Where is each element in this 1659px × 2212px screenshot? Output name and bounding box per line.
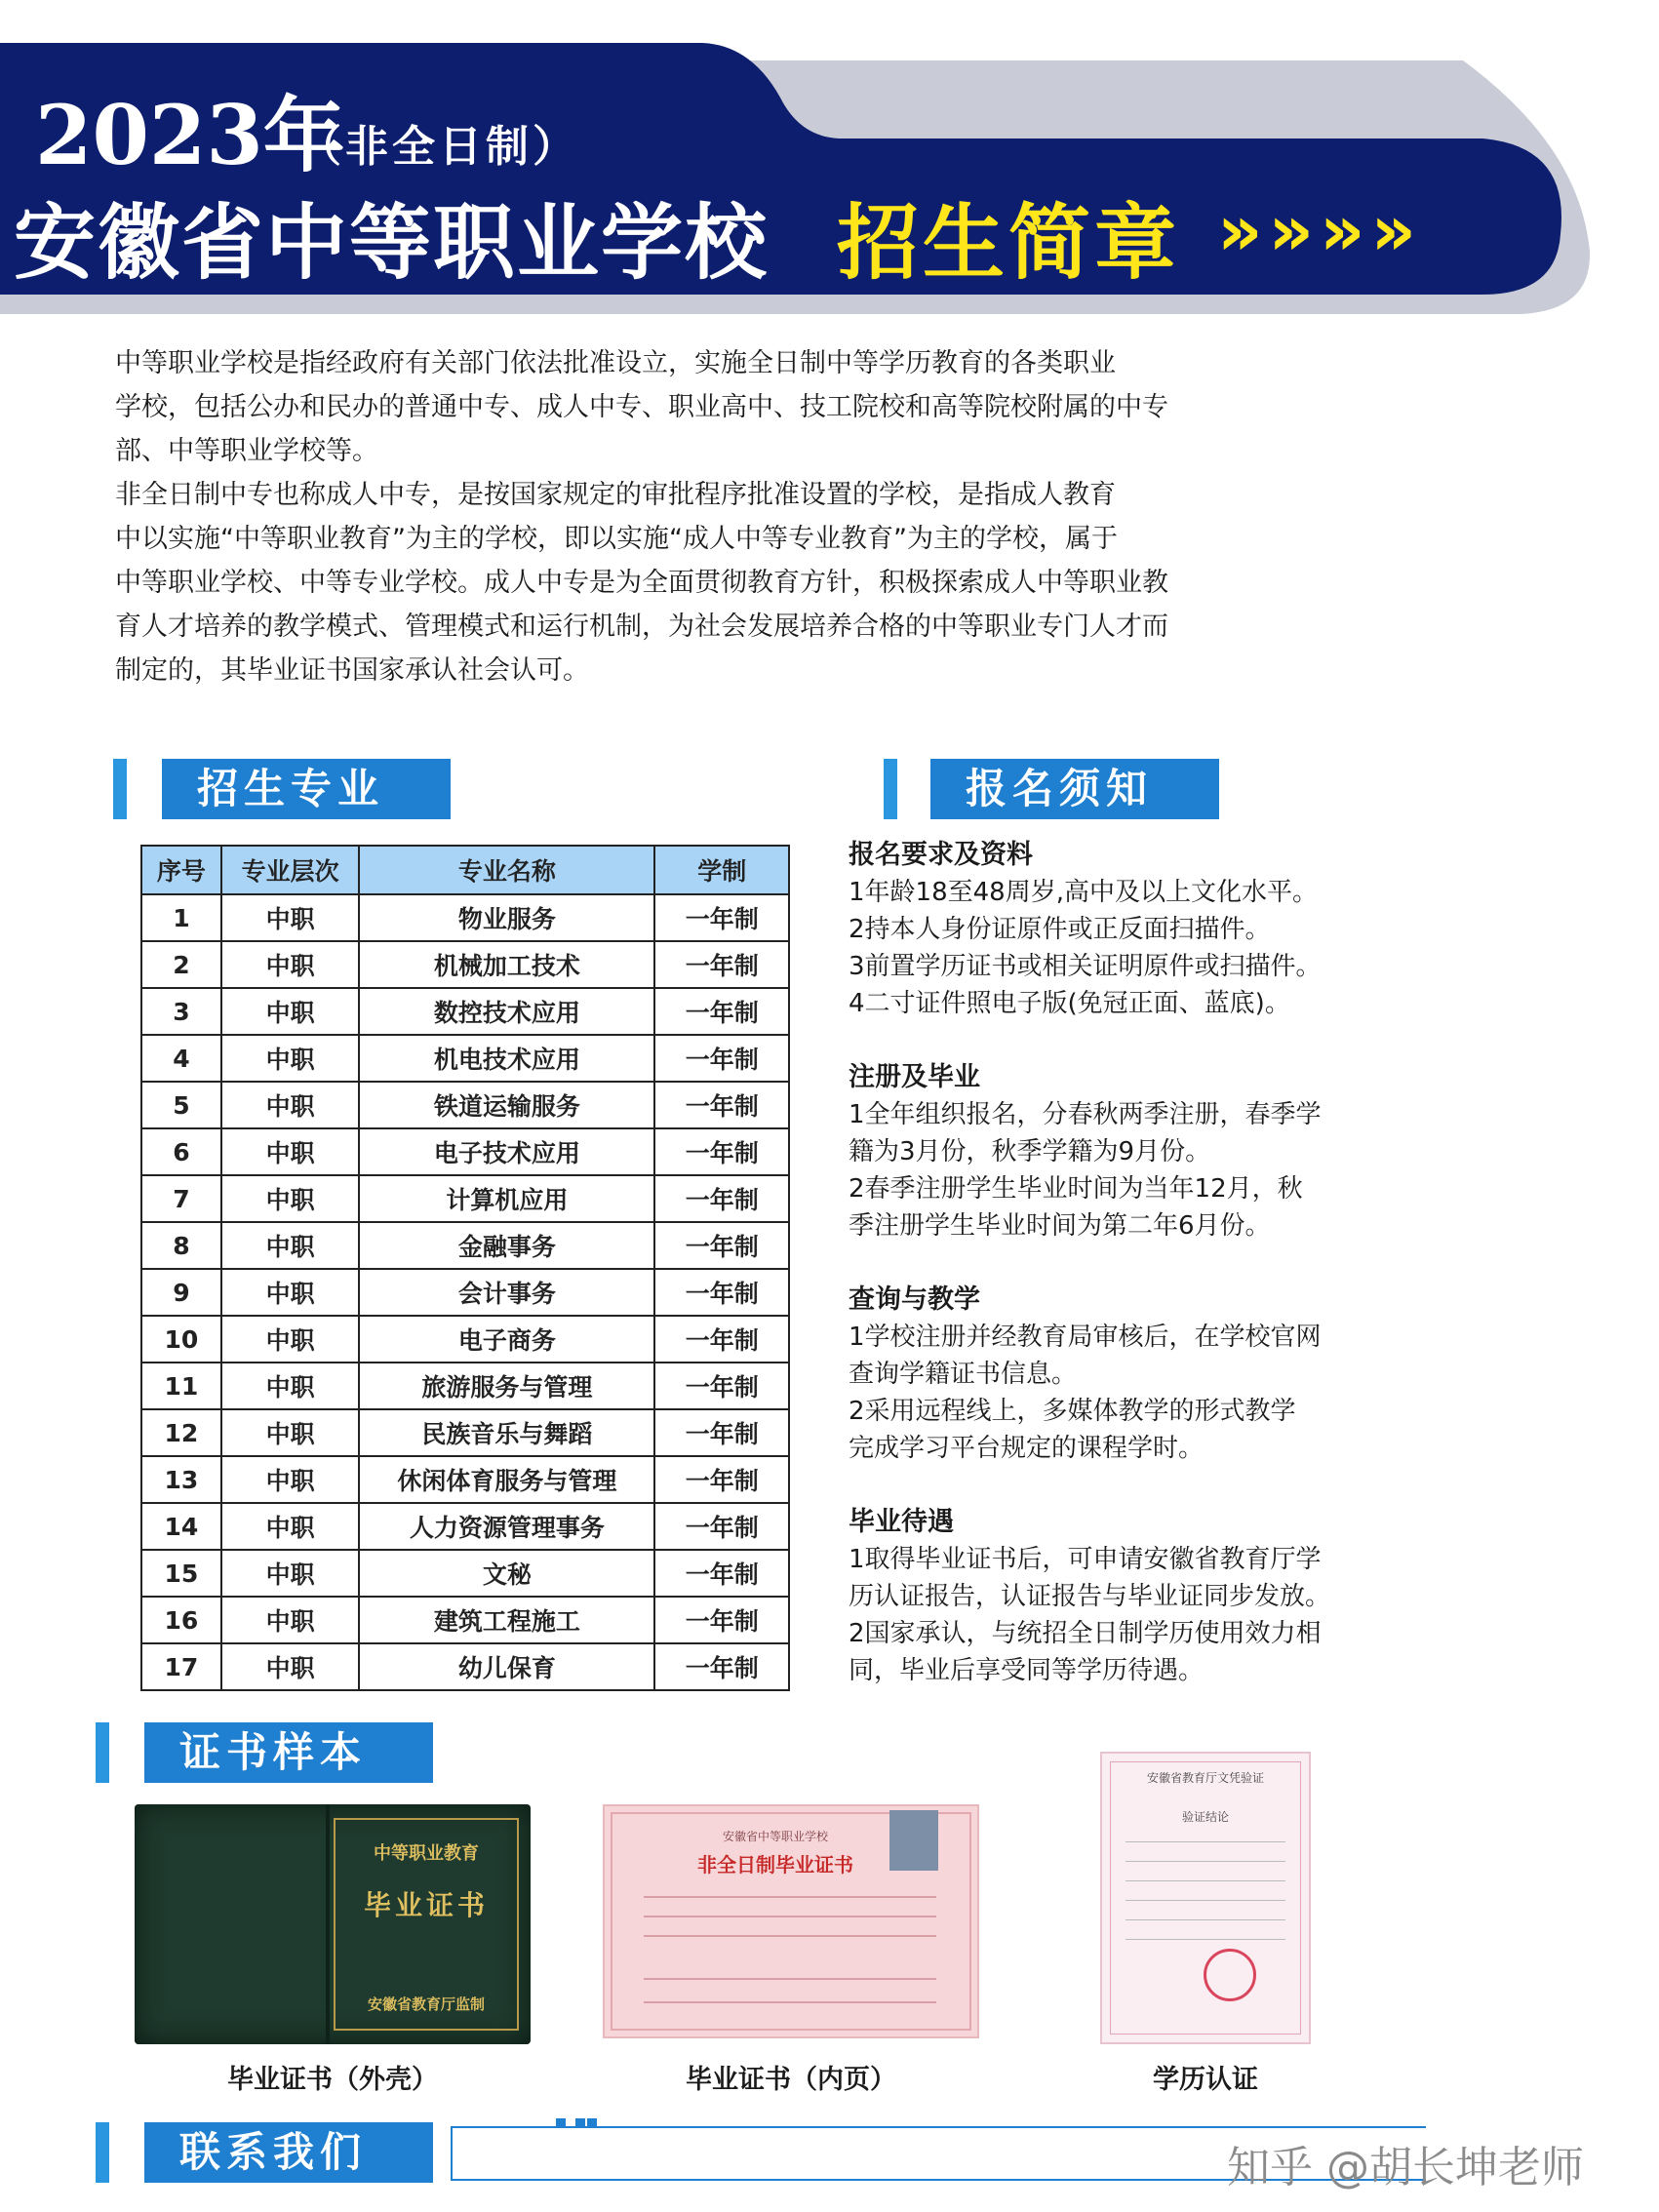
- cell-duration: 一年制: [654, 1456, 789, 1503]
- table-row: [141, 941, 789, 988]
- cell-level: 中职: [221, 1222, 360, 1269]
- cell-level: 中职: [221, 1316, 360, 1363]
- notice-line: 1学校注册并经教育局审核后，在学校官网: [849, 1323, 1322, 1352]
- notice-line: 2春季注册学生毕业时间为当年12月，秋: [849, 1174, 1303, 1204]
- cert-inner-image: [603, 1804, 979, 2038]
- notice-line: 籍为3月份，秋季学籍为9月份。: [849, 1137, 1211, 1166]
- section-marker: [96, 1722, 109, 1783]
- cell-level: 中职: [221, 894, 360, 941]
- cert-cover-caption: 毕业证书（外壳）: [227, 2065, 438, 2095]
- table-header-row: [141, 846, 789, 894]
- table-row: [141, 1175, 789, 1222]
- cell-index: 16: [141, 1597, 221, 1643]
- section-marker: [96, 2122, 109, 2183]
- cell-index: 11: [141, 1363, 221, 1409]
- cell-major: 机械加工技术: [359, 941, 654, 988]
- cell-major: 计算机应用: [359, 1175, 654, 1222]
- col-header-duration: 学制: [654, 846, 789, 894]
- notice-line: 查询学籍证书信息。: [849, 1360, 1078, 1389]
- intro-line: 中等职业学校、中等专业学校。成人中专是为全面贯彻教育方针，积极探索成人中等职业教: [115, 568, 1168, 598]
- notice-group-title: 毕业待遇: [849, 1507, 954, 1537]
- notice-group-title: 报名要求及资料: [849, 840, 1033, 870]
- cert-verify-header: 安徽省教育厅文凭验证: [1146, 1771, 1264, 1785]
- cert-cover-spine: [326, 1804, 330, 2044]
- table-row: [141, 1597, 789, 1643]
- cell-duration: 一年制: [654, 1082, 789, 1128]
- notice-group: [849, 1059, 1414, 1244]
- notice-content: [849, 837, 1414, 1726]
- stamp-icon: [1204, 1949, 1256, 2001]
- cell-major: 休闲体育服务与管理: [359, 1456, 654, 1503]
- header-title: 安徽省中等职业学校: [14, 195, 770, 291]
- cell-level: 中职: [221, 1597, 360, 1643]
- cell-index: 17: [141, 1643, 221, 1690]
- intro-line: 部、中等职业学校等。: [115, 436, 378, 466]
- cell-level: 中职: [221, 941, 360, 988]
- cell-major: 物业服务: [359, 894, 654, 941]
- notice-line: 1年龄18至48周岁,高中及以上文化水平。: [849, 878, 1318, 907]
- cert-cover-bottom-text: 安徽省教育厅监制: [367, 1995, 485, 2013]
- cert-verify-line: [1126, 1880, 1285, 1881]
- section-marker: [113, 759, 127, 819]
- cell-major: 民族音乐与舞蹈: [359, 1409, 654, 1456]
- section-title-notice: 报名须知: [930, 759, 1219, 819]
- cell-index: 3: [141, 988, 221, 1035]
- cell-level: 中职: [221, 1363, 360, 1409]
- majors-table-body: [141, 894, 789, 1690]
- cert-verify-line: [1126, 1939, 1285, 1940]
- table-row: [141, 1409, 789, 1456]
- cell-duration: 一年制: [654, 1035, 789, 1082]
- cell-duration: 一年制: [654, 1316, 789, 1363]
- majors-table: [140, 845, 790, 1691]
- cell-index: 13: [141, 1456, 221, 1503]
- col-header-major: 专业名称: [359, 846, 654, 894]
- intro-line: 中以实施“中等职业教育”为主的学校，即以实施“成人中等专业教育”为主的学校，属于: [115, 524, 1118, 554]
- notice-line: 2采用远程线上，多媒体教学的形式教学: [849, 1397, 1296, 1426]
- cell-level: 中职: [221, 988, 360, 1035]
- cell-index: 15: [141, 1550, 221, 1597]
- notice-line: 2国家承认，与统招全日制学历使用效力相: [849, 1619, 1322, 1648]
- notice-group: [849, 837, 1414, 1022]
- cell-index: 14: [141, 1503, 221, 1550]
- table-row: [141, 894, 789, 941]
- cell-level: 中职: [221, 1128, 360, 1175]
- cell-duration: 一年制: [654, 1363, 789, 1409]
- cell-duration: 一年制: [654, 1503, 789, 1550]
- cell-index: 1: [141, 894, 221, 941]
- cert-verify-caption: 学历认证: [1153, 2065, 1258, 2095]
- cell-major: 电子技术应用: [359, 1128, 654, 1175]
- cell-duration: 一年制: [654, 1409, 789, 1456]
- table-row: [141, 1550, 789, 1597]
- header-arrows: »»»»: [1217, 189, 1423, 271]
- cell-major: 会计事务: [359, 1269, 654, 1316]
- cert-inner-line: [644, 1978, 936, 1980]
- intro-line: 制定的，其毕业证书国家承认社会认可。: [115, 655, 589, 686]
- cert-inner-caption: 毕业证书（内页）: [686, 2065, 896, 2095]
- intro-line: 非全日制中专也称成人中专，是按国家规定的审批程序批准设置的学校，是指成人教育: [115, 480, 1116, 510]
- cert-verify-frame: [1110, 1761, 1301, 2034]
- cell-duration: 一年制: [654, 1128, 789, 1175]
- intro-line: 育人才培养的教学模式、管理模式和运行机制，为社会发展培养合格的中等职业专门人才而: [115, 612, 1168, 642]
- cert-verify-title: 验证结论: [1181, 1810, 1229, 1824]
- col-header-level: 专业层次: [221, 846, 360, 894]
- table-row: [141, 988, 789, 1035]
- notice-line: 完成学习平台规定的课程学时。: [849, 1434, 1205, 1463]
- cell-major: 建筑工程施工: [359, 1597, 654, 1643]
- table-row: [141, 1363, 789, 1409]
- notice-line: 4二寸证件照电子版(免冠正面、蓝底)。: [849, 989, 1290, 1018]
- cell-index: 5: [141, 1082, 221, 1128]
- cell-duration: 一年制: [654, 1597, 789, 1643]
- intro-line: 中等职业学校是指经政府有关部门依法批准设立，实施全日制中等学历教育的各类职业: [115, 348, 1116, 378]
- notice-line: 3前置学历证书或相关证明原件或扫描件。: [849, 952, 1322, 981]
- cell-major: 旅游服务与管理: [359, 1363, 654, 1409]
- table-row: [141, 1316, 789, 1363]
- notice-group-title: 注册及毕业: [849, 1062, 980, 1092]
- cell-major: 文秘: [359, 1550, 654, 1597]
- cell-duration: 一年制: [654, 941, 789, 988]
- cell-index: 12: [141, 1409, 221, 1456]
- cell-level: 中职: [221, 1035, 360, 1082]
- cert-cover-top-text: 中等职业教育: [374, 1843, 479, 1864]
- cell-major: 幼儿保育: [359, 1643, 654, 1690]
- cert-verify-line: [1126, 1841, 1285, 1842]
- cert-inner-line: [644, 1935, 936, 1937]
- cell-major: 数控技术应用: [359, 988, 654, 1035]
- cert-verify-line: [1126, 1900, 1285, 1901]
- cell-duration: 一年制: [654, 1175, 789, 1222]
- notice-line: 同，毕业后享受同等学历待遇。: [849, 1656, 1205, 1685]
- cell-index: 10: [141, 1316, 221, 1363]
- cert-inner-school: 安徽省中等职业学校: [722, 1830, 828, 1843]
- cell-major: 机电技术应用: [359, 1035, 654, 1082]
- section-title-contact: 联系我们: [144, 2122, 433, 2183]
- cell-level: 中职: [221, 1503, 360, 1550]
- notice-line: 1全年组织报名，分春秋两季注册，春季学: [849, 1100, 1322, 1129]
- table-row: [141, 1643, 789, 1690]
- table-row: [141, 1456, 789, 1503]
- cell-level: 中职: [221, 1456, 360, 1503]
- table-row: [141, 1222, 789, 1269]
- notice-line: 季注册学生毕业时间为第二年6月份。: [849, 1211, 1271, 1241]
- cell-level: 中职: [221, 1643, 360, 1690]
- cell-level: 中职: [221, 1269, 360, 1316]
- cell-level: 中职: [221, 1175, 360, 1222]
- table-row: [141, 1128, 789, 1175]
- notice-group: [849, 1504, 1414, 1689]
- watermark: 知乎 @胡长坤老师: [1227, 2143, 1584, 2192]
- section-title-certificates: 证书样本: [144, 1722, 433, 1783]
- cert-inner-line: [644, 1916, 936, 1917]
- cert-verify-image: [1100, 1752, 1311, 2044]
- cert-inner-line: [644, 1896, 936, 1898]
- notice-line: 历认证报告，认证报告与毕业证同步发放。: [849, 1582, 1331, 1611]
- section-title-majors: 招生专业: [162, 759, 451, 819]
- cert-inner-photo: [889, 1810, 938, 1871]
- table-row: [141, 1035, 789, 1082]
- cert-inner-title: 非全日制毕业证书: [697, 1853, 853, 1876]
- section-marker: [884, 759, 897, 819]
- cert-inner-line: [644, 2001, 936, 2003]
- cell-duration: 一年制: [654, 988, 789, 1035]
- header-year: 2023年: [35, 87, 345, 183]
- cell-duration: 一年制: [654, 1550, 789, 1597]
- cell-index: 4: [141, 1035, 221, 1082]
- notice-group: [849, 1282, 1414, 1467]
- cell-index: 8: [141, 1222, 221, 1269]
- cert-cover-image: [135, 1804, 531, 2044]
- col-header-index: 序号: [141, 846, 221, 894]
- cert-verify-line: [1126, 1919, 1285, 1920]
- intro-line: 学校，包括公办和民办的普通中专、成人中专、职业高中、技工院校和高等院校附属的中专: [115, 392, 1168, 422]
- table-row: [141, 1082, 789, 1128]
- cell-duration: 一年制: [654, 894, 789, 941]
- cell-major: 电子商务: [359, 1316, 654, 1363]
- cell-index: 9: [141, 1269, 221, 1316]
- table-row: [141, 1503, 789, 1550]
- notice-group-title: 查询与教学: [849, 1284, 980, 1315]
- cert-cover-main-text: 毕业证书: [363, 1889, 489, 1921]
- notice-line: 2持本人身份证原件或正反面扫描件。: [849, 915, 1271, 944]
- cell-major: 金融事务: [359, 1222, 654, 1269]
- header-subtitle: （非全日制）: [298, 122, 579, 172]
- cell-index: 2: [141, 941, 221, 988]
- cell-level: 中职: [221, 1550, 360, 1597]
- header-highlight: 招生简章: [837, 195, 1181, 291]
- cell-duration: 一年制: [654, 1643, 789, 1690]
- cell-index: 7: [141, 1175, 221, 1222]
- cell-duration: 一年制: [654, 1222, 789, 1269]
- cell-major: 人力资源管理事务: [359, 1503, 654, 1550]
- cell-level: 中职: [221, 1409, 360, 1456]
- cell-level: 中职: [221, 1082, 360, 1128]
- notice-line: 1取得毕业证书后，可申请安徽省教育厅学: [849, 1545, 1322, 1574]
- cell-index: 6: [141, 1128, 221, 1175]
- intro-text: [115, 341, 1344, 692]
- cell-duration: 一年制: [654, 1269, 789, 1316]
- table-row: [141, 1269, 789, 1316]
- cert-verify-line: [1126, 1861, 1285, 1862]
- cell-major: 铁道运输服务: [359, 1082, 654, 1128]
